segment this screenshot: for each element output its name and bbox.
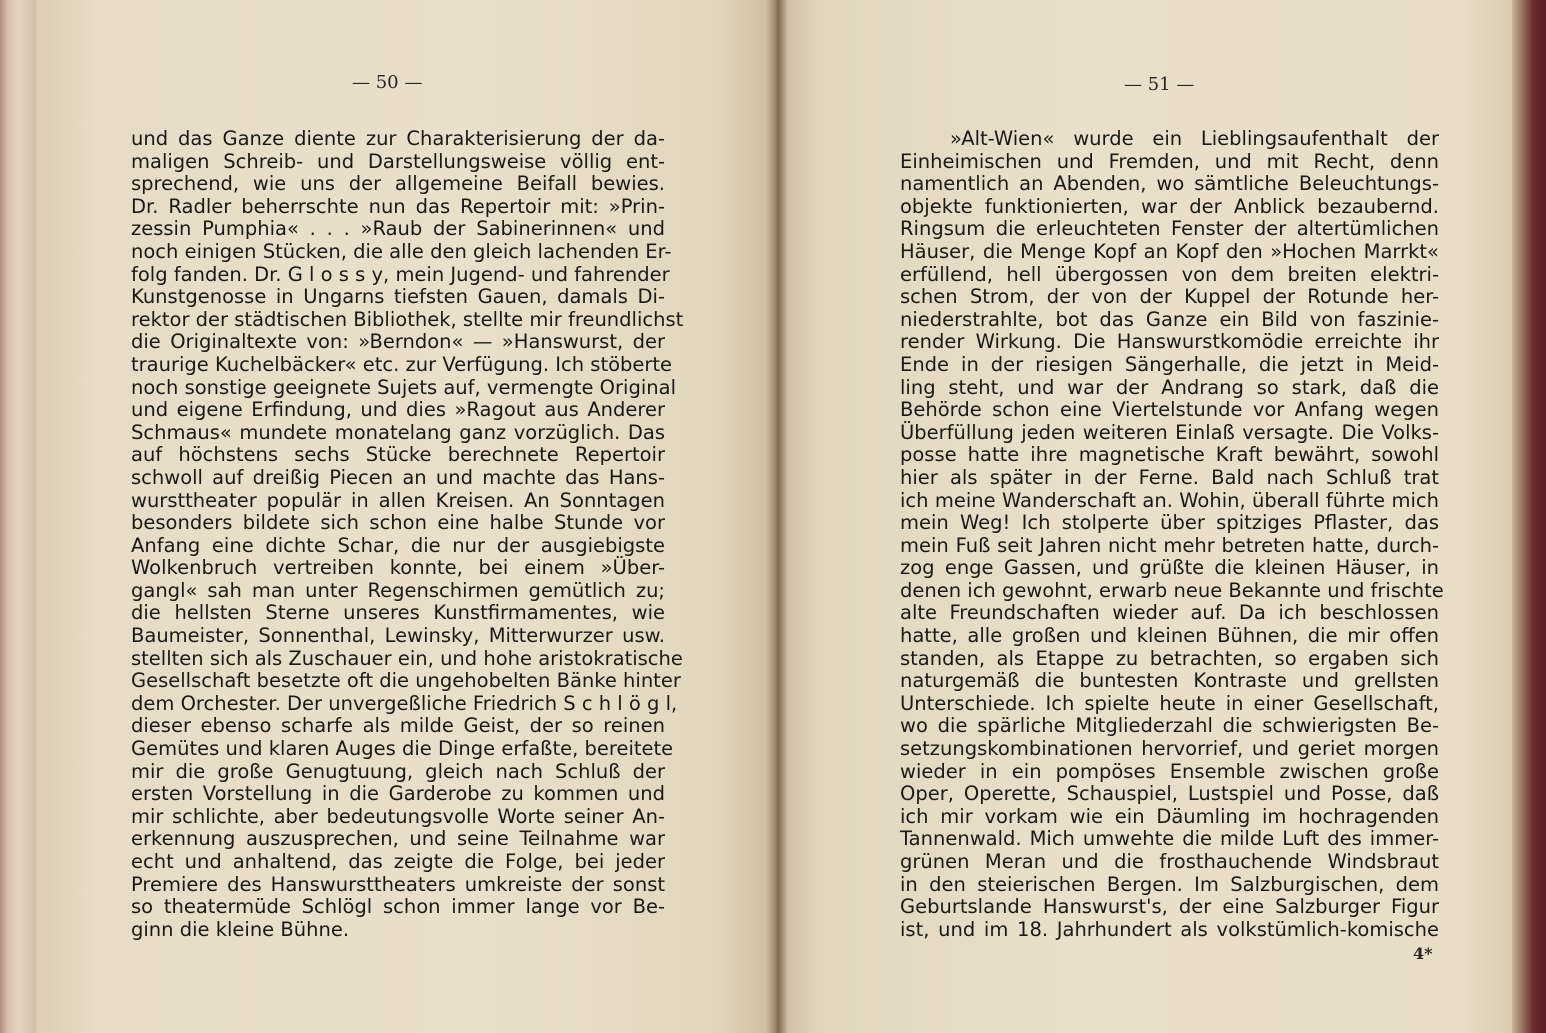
book-gutter	[766, 0, 788, 1033]
right-page-text	[900, 127, 1444, 941]
text-line: besonders bildete sich schon eine halbe Stunde vor	[131, 511, 665, 535]
text-line: mir schlichte, aber bedeutungsvolle Worte seiner An-	[131, 804, 665, 828]
text-line: schwoll auf dreißig Piecen an und machte das Hans-	[131, 465, 665, 489]
text-line: ich mir vorkam wie ein Däumling im hochragenden	[900, 804, 1439, 828]
text-line: ich meine Wanderschaft an. Wohin, überall führte mich	[900, 488, 1439, 512]
text-line: stellten sich als Zuschauer ein, und hohe aristokratische	[131, 646, 683, 670]
text-line: mein Fuß seit Jahren nicht mehr betreten hatte, durch-	[900, 533, 1439, 557]
left-page-edges	[0, 0, 40, 1033]
text-line: dem Orchester. Der unvergeßliche Friedrich S c h l ö g l,	[131, 691, 678, 715]
text-line: dieser ebenso scharfe als milde Geist, der so reinen	[131, 714, 665, 738]
text-line: namentlich an Abenden, wo sämtliche Beleuchtungs-	[900, 172, 1439, 196]
text-line: Tannenwald. Mich umwehte die milde Luft des immer-	[900, 827, 1439, 851]
text-line: erkennung auszusprechen, und seine Teilnahme war	[131, 827, 665, 851]
text-line: zog enge Gassen, und grüßte die kleinen Häuser, in	[900, 556, 1439, 580]
text-line: hier als später in der Ferne. Bald nach Schluß trat	[900, 465, 1439, 489]
text-line: Dr. Radler beherrschte nun das Repertoir mit: »Prin-	[131, 194, 665, 218]
text-line: Premiere des Hanswursttheaters umkreiste der sonst	[131, 872, 665, 896]
text-line: ling steht, und war der Andrang so stark, daß die	[900, 375, 1439, 399]
signature-mark: 4*	[1413, 944, 1433, 963]
text-line: Gesellschaft besetzte oft die ungehobelten Bänke hinter	[131, 669, 681, 693]
text-line: Überfüllung jeden weiteren Einlaß versagte. Die Volks-	[900, 420, 1439, 444]
right-cover-edge	[1512, 0, 1546, 1033]
text-line: render Wirkung. Die Hanswurstkomödie erreichte ihr	[900, 330, 1439, 354]
text-line: zessin Pumphia« . . . »Raub der Sabinerinnen« und	[131, 217, 665, 241]
text-line: grünen Meran und die frosthauchende Windsbraut	[900, 850, 1439, 873]
text-line: Schmaus« mundete monatelang ganz vorzüglich. Das	[131, 420, 665, 444]
text-line: Anfang eine dichte Schar, die nur der ausgiebigste	[131, 533, 665, 557]
text-line: Wolkenbruch vertreiben konnte, bei einem »Über-	[131, 556, 665, 580]
text-line: hatte, alle großen und kleinen Bühnen, die mir offen	[900, 624, 1439, 648]
text-line: Ende in der riesigen Sängerhalle, die jetzt in Meid-	[900, 352, 1439, 376]
text-line: naturgemäß die buntesten Kontraste und grellsten	[900, 669, 1439, 693]
left-page-text	[131, 127, 684, 941]
text-line: noch einigen Stücken, die alle den gleich lachenden Er-	[131, 239, 672, 263]
text-line: objekte funktionierten, war der Anblick bezaubernd.	[900, 194, 1439, 218]
text-line: schen Strom, der von der Kuppel der Rotunde her-	[900, 285, 1439, 309]
text-line: wursttheater populär in allen Kreisen. An Sonntagen	[131, 488, 665, 512]
text-line: Oper, Operette, Schauspiel, Lustspiel und Posse, daß	[900, 782, 1439, 806]
text-line: Behörde schon eine Viertelstunde vor Anfang wegen	[900, 398, 1439, 422]
text-line: ist, und im 18. Jahrhundert als volkstümlich-komische	[900, 917, 1439, 941]
text-line: wieder in ein pompöses Ensemble zwischen große	[900, 759, 1439, 783]
text-line: mir die große Genugtuung, gleich nach Schluß der	[131, 759, 665, 783]
text-line: setzungskombinationen hervorrief, und geriet morgen	[900, 737, 1439, 761]
text-line: sprechend, wie uns der allgemeine Beifall bewies.	[131, 172, 665, 196]
text-line: ersten Vorstellung in die Garderobe zu kommen und	[131, 782, 665, 806]
text-line: traurige Kuchelbäcker« etc. zur Verfügung. Ich stöberte	[131, 352, 673, 376]
text-line: folg fanden. Dr. G l o s s y, mein Jugend- und fahrender	[131, 262, 670, 286]
text-line: rektor der städtischen Bibliothek, stellte mir freundlichst	[131, 307, 684, 331]
text-line: Ringsum die erleuchteten Fenster der altertümlichen	[900, 217, 1439, 241]
text-line: »Alt-Wien« wurde ein Lieblingsaufenthalt der	[950, 127, 1439, 150]
text-line: ginn die kleine Bühne.	[131, 917, 350, 941]
text-line: niederstrahlte, bot das Ganze ein Bild von faszinie-	[900, 307, 1439, 331]
text-line: so theatermüde Schlögl schon immer lange vor Be-	[131, 895, 665, 919]
text-line: denen ich gewohnt, erwarb neue Bekannte und frischte	[900, 578, 1444, 602]
text-line: Baumeister, Sonnenthal, Lewinsky, Mitterwurzer usw.	[131, 624, 665, 648]
text-line: gangl« sah man unter Regenschirmen gemütlich zu;	[131, 578, 665, 602]
text-line: mein Weg! Ich stolperte über spitziges Pflaster, das	[900, 511, 1439, 535]
text-line: die hellsten Sterne unseres Kunstfirmamentes, wie	[131, 601, 665, 625]
right-page-number: — 51 —	[1124, 74, 1195, 95]
text-line: wo die spärliche Mitgliederzahl die schwierigsten Be-	[900, 714, 1439, 738]
text-line: Geburtslande Hanswurst's, der eine Salzburger Figur	[900, 895, 1439, 919]
text-line: Kunstgenosse in Ungarns tiefsten Gauen, damals Di-	[131, 285, 665, 309]
text-line: Einheimischen und Fremden, und mit Recht, denn	[900, 149, 1439, 173]
text-line: posse hatte ihre magnetische Kraft bewährt, sowohl	[900, 443, 1439, 467]
text-line: maligen Schreib- und Darstellungsweise völlig ent-	[131, 149, 665, 173]
text-line: erfüllend, hell übergossen von dem breiten elektri-	[900, 262, 1439, 286]
text-line: standen, als Etappe zu betrachten, so ergaben sich	[900, 646, 1439, 670]
text-line: alte Freundschaften wieder auf. Da ich beschlossen	[900, 601, 1439, 625]
text-line: echt und anhaltend, das zeigte die Folge, bei jeder	[131, 850, 665, 873]
text-line: noch sonstige geeignete Sujets auf, vermengte Original	[131, 375, 676, 399]
left-page-number: — 50 —	[352, 72, 423, 93]
text-line: die Originaltexte von: »Berndon« — »Hanswurst, der	[131, 330, 665, 354]
text-line: Häuser, die Menge Kopf an Kopf den »Hochen Marrkt«	[900, 239, 1439, 263]
text-line: in den steierischen Bergen. Im Salzburgischen, dem	[900, 872, 1439, 896]
text-line: und eigene Erfindung, und dies »Ragout aus Anderer	[131, 398, 665, 422]
text-line: Gemütes und klaren Auges die Dinge erfaßte, bereitete	[131, 737, 674, 761]
text-line: und das Ganze diente zur Charakterisierung der da-	[131, 127, 665, 150]
text-line: auf höchstens sechs Stücke berechnete Repertoir	[131, 443, 665, 467]
text-line: Unterschiede. Ich spielte heute in einer Gesellschaft,	[900, 691, 1439, 715]
